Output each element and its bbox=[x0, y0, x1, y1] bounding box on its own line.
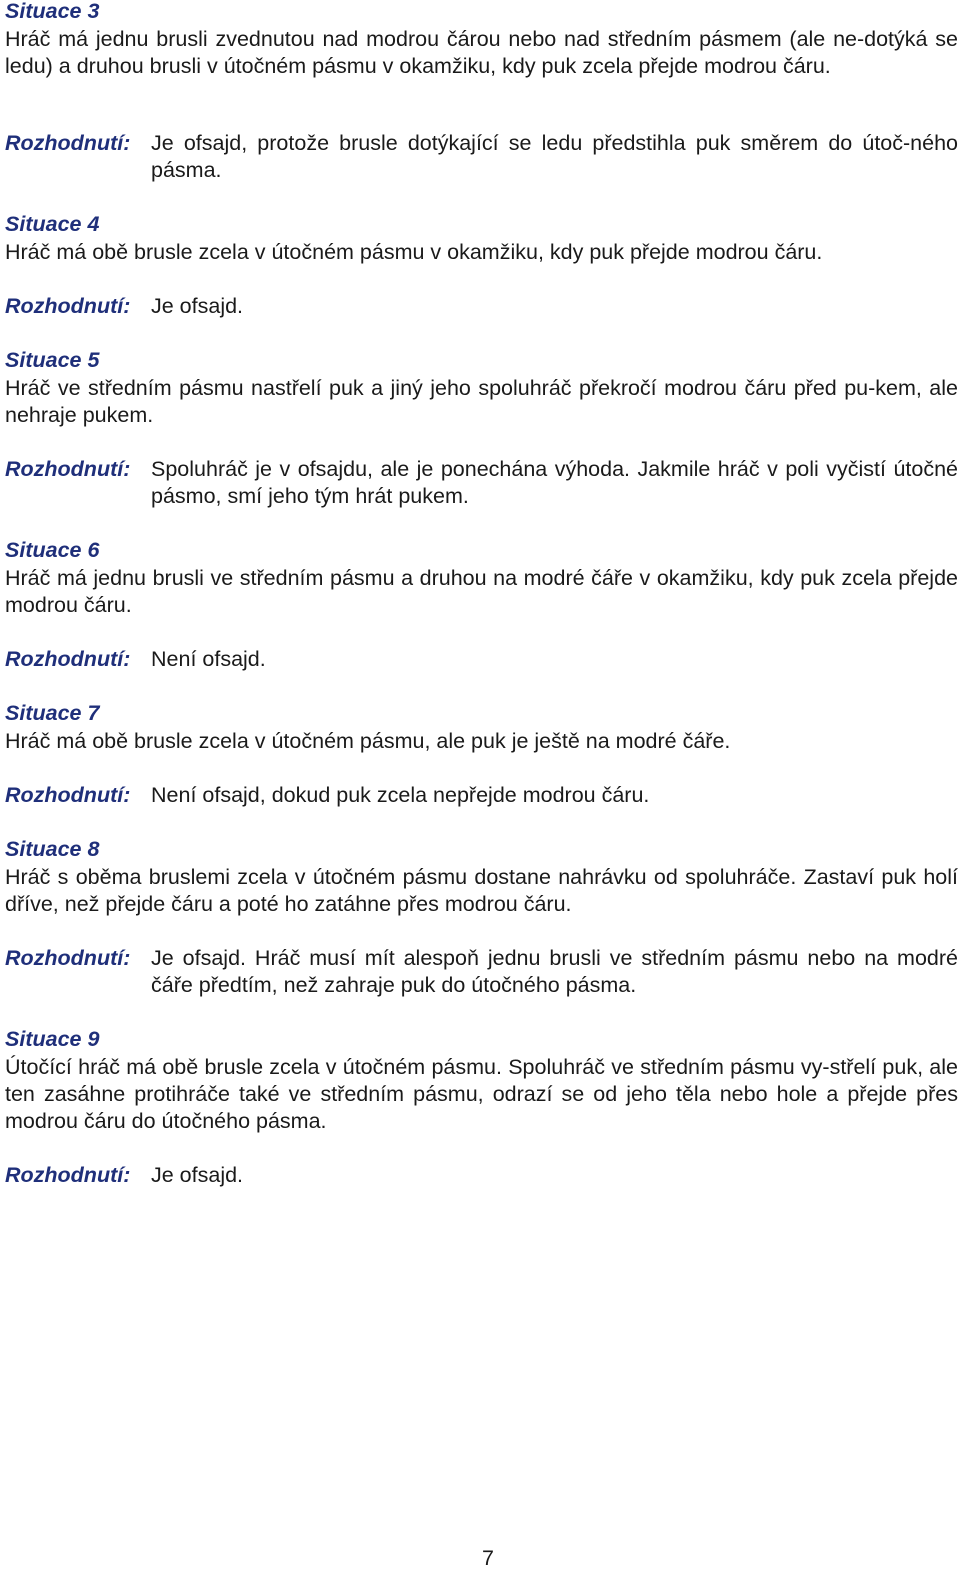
decision-block bbox=[5, 782, 958, 809]
decision-text: Není ofsajd. bbox=[151, 647, 266, 671]
situation-description: Hráč ve středním pásmu nastřelí puk a jiný jeho spoluhráč překročí modrou čáru před pu-kem, ale nehraje pukem. bbox=[5, 376, 958, 427]
decision-label: Rozhodnutí: bbox=[5, 946, 131, 970]
situation-heading: Situace 3 bbox=[5, 0, 100, 23]
decision-label: Rozhodnutí: bbox=[5, 457, 131, 481]
decision-block bbox=[5, 130, 958, 184]
decision-label: Rozhodnutí: bbox=[5, 1163, 131, 1187]
situation-heading: Situace 5 bbox=[5, 348, 100, 372]
situation-description: Hráč má jednu brusli zvednutou nad modrou čárou nebo nad středním pásmem (ale ne-dotýká se ledu) a druhou brusli v útočném pásmu v okamžiku, kdy puk zcela přejde modrou čáru. bbox=[5, 27, 958, 78]
decision-label: Rozhodnutí: bbox=[5, 294, 131, 318]
situation-description: Útočící hráč má obě brusle zcela v útočném pásmu. Spoluhráč ve středním pásmu vy-střelí puk, ale ten zasáhne protihráče také ve středním pásmu, odrazí se od jeho těla nebo hole a přejde přes modrou čáru do útočného pásma. bbox=[5, 1055, 958, 1133]
decision-block bbox=[5, 646, 958, 673]
decision-block bbox=[5, 1162, 958, 1189]
decision-text: Spoluhráč je v ofsajdu, ale je ponechána výhoda. Jakmile hráč v poli vyčistí útočné pásmo, smí jeho tým hrát pukem. bbox=[151, 457, 958, 508]
situation-description: Hráč má obě brusle zcela v útočném pásmu, ale puk je ještě na modré čáře. bbox=[5, 729, 731, 753]
decision-label: Rozhodnutí: bbox=[5, 647, 131, 671]
situation-heading: Situace 6 bbox=[5, 538, 100, 562]
situation-heading: Situace 4 bbox=[5, 212, 100, 236]
situation-description: Hráč má obě brusle zcela v útočném pásmu v okamžiku, kdy puk přejde modrou čáru. bbox=[5, 240, 823, 264]
decision-text: Je ofsajd, protože brusle dotýkající se ledu předstihla puk směrem do útoč-ného pásma. bbox=[151, 131, 958, 182]
decision-block bbox=[5, 293, 958, 320]
decision-text: Není ofsajd, dokud puk zcela nepřejde modrou čáru. bbox=[151, 783, 650, 807]
situation-description: Hráč má jednu brusli ve středním pásmu a druhou na modré čáře v okamžiku, kdy puk zcela přejde modrou čáru. bbox=[5, 566, 958, 617]
decision-label: Rozhodnutí: bbox=[5, 783, 131, 807]
decision-text: Je ofsajd. bbox=[151, 1163, 244, 1187]
decision-text: Je ofsajd. bbox=[151, 294, 244, 318]
page-number: 7 bbox=[482, 1546, 494, 1570]
decision-block bbox=[5, 945, 958, 999]
decision-text: Je ofsajd. Hráč musí mít alespoň jednu brusli ve středním pásmu nebo na modré čáře předtím, než zahraje puk do útočného pásma. bbox=[151, 946, 958, 997]
situation-heading: Situace 7 bbox=[5, 701, 100, 725]
situation-heading: Situace 8 bbox=[5, 837, 100, 861]
situation-heading: Situace 9 bbox=[5, 1027, 100, 1051]
decision-block bbox=[5, 456, 958, 510]
situation-description: Hráč s oběma bruslemi zcela v útočném pásmu dostane nahrávku od spoluhráče. Zastaví puk holí dříve, než přejde čáru a poté ho zatáhne přes modrou čáru. bbox=[5, 865, 958, 916]
decision-label: Rozhodnutí: bbox=[5, 131, 131, 155]
